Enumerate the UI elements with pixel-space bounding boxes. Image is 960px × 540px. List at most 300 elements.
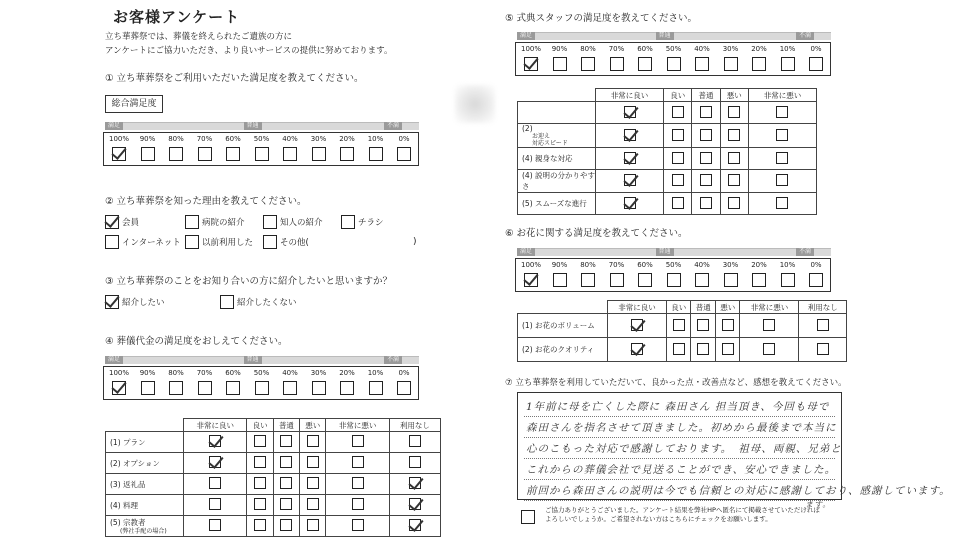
rating-checkbox[interactable]	[672, 197, 684, 209]
scale-percent-label: 10%	[367, 135, 384, 143]
table-header: 良い	[247, 419, 273, 432]
rating-checkbox[interactable]	[209, 498, 221, 510]
rating-checkbox[interactable]	[254, 498, 266, 510]
flower-satisfaction-table	[517, 300, 847, 362]
scale-checkbox-0pct[interactable]	[809, 273, 823, 287]
reason-option-2[interactable]	[185, 215, 245, 229]
reason-option-6[interactable]	[185, 235, 253, 249]
rating-cell	[247, 516, 273, 537]
rating-checkbox[interactable]	[409, 435, 421, 447]
intro-line-2: アンケートにご協力いただき、より良いサービスの提供に努めております。	[105, 46, 393, 56]
table-row	[518, 102, 817, 124]
scale-percent-label: 50%	[253, 135, 270, 143]
option-label: 病院の紹介	[202, 218, 245, 228]
scale-checkbox-100pct[interactable]	[112, 147, 126, 161]
comment-line: 森田さんを指名させて頂きました。初めから最後まで本当に	[524, 418, 835, 438]
scale-checkbox-70pct[interactable]	[198, 381, 212, 395]
comment-trail: ます。	[805, 500, 832, 509]
scale-checkbox-90pct[interactable]	[141, 381, 155, 395]
scale-percent-label: 80%	[168, 135, 184, 143]
publish-optout-checkbox[interactable]	[521, 510, 535, 527]
scale-percent-label: 50%	[665, 45, 682, 53]
rating-checkbox[interactable]	[700, 129, 712, 141]
option-label: インターネット	[122, 238, 181, 248]
rating-cell	[720, 102, 748, 124]
scale-checkbox-70pct[interactable]	[198, 147, 212, 161]
question-7: ⑦ 立ち華葬祭を利用していただいて、良かった点・改善点など、感想を教えてください。	[505, 378, 847, 388]
scale-strip	[105, 356, 419, 364]
rating-checkbox[interactable]	[307, 519, 319, 531]
row-label: (4) 親身な対応	[518, 148, 596, 170]
scale-percent-label: 70%	[196, 369, 213, 377]
scale-checkbox-10pct[interactable]	[781, 273, 795, 287]
rating-checkbox[interactable]	[409, 477, 421, 489]
scale-checkbox-90pct[interactable]	[141, 147, 155, 161]
rating-checkbox[interactable]	[631, 319, 643, 331]
reason-option-3[interactable]	[263, 215, 323, 229]
rating-cell	[326, 495, 389, 516]
row-label: (5) スムーズな進行	[518, 193, 596, 215]
rating-cell	[740, 314, 799, 338]
table-header: 良い	[664, 89, 692, 102]
scale-checkbox-0pct[interactable]	[397, 381, 411, 395]
rating-checkbox[interactable]	[776, 174, 788, 186]
scale-checkbox-60pct[interactable]	[226, 147, 240, 161]
table-row	[518, 170, 817, 193]
rating-cell	[389, 432, 440, 453]
rating-checkbox[interactable]	[209, 519, 221, 531]
rating-checkbox[interactable]	[307, 456, 319, 468]
scale-checkbox-80pct[interactable]	[581, 273, 595, 287]
rating-checkbox[interactable]	[673, 319, 685, 331]
rating-checkbox[interactable]	[672, 129, 684, 141]
scale-checkbox-30pct[interactable]	[312, 147, 326, 161]
comment-line: 前回から森田さんの説明は今でも信頼との対応に感謝しており、感謝しています。	[524, 481, 835, 501]
rating-checkbox[interactable]	[817, 343, 829, 355]
scale-tag: 普通	[656, 248, 674, 256]
rating-cell	[720, 148, 748, 170]
scale-percent-label: 70%	[608, 45, 625, 53]
scale-checkbox-80pct[interactable]	[581, 57, 595, 71]
scale-tag: 満足	[517, 248, 535, 256]
rating-cell	[692, 124, 720, 148]
scale-percent-label: 80%	[580, 261, 596, 269]
staff-satisfaction-table	[517, 88, 817, 215]
survey-page-left	[95, 0, 465, 540]
rating-checkbox[interactable]	[728, 174, 740, 186]
option-label: 会員	[122, 218, 140, 228]
rating-checkbox[interactable]	[624, 129, 636, 141]
rating-checkbox[interactable]	[254, 477, 266, 489]
rating-cell	[300, 495, 326, 516]
rating-cell	[326, 516, 389, 537]
rating-checkbox[interactable]	[352, 435, 364, 447]
reason-option-4[interactable]	[341, 215, 384, 229]
table-row	[518, 193, 817, 215]
row-label: (1) お花のボリューム	[518, 314, 608, 338]
rating-checkbox[interactable]	[254, 435, 266, 447]
scale-percent-label: 0%	[398, 369, 410, 377]
table-row	[106, 474, 441, 495]
rating-checkbox[interactable]	[776, 152, 788, 164]
scale-checkbox-60pct[interactable]	[638, 273, 652, 287]
scale-checkbox-100pct[interactable]	[112, 381, 126, 395]
rating-cell	[608, 314, 667, 338]
rating-cell	[300, 474, 326, 495]
rating-cell	[184, 516, 247, 537]
scale-checkbox-80pct[interactable]	[169, 381, 183, 395]
scale-checkbox-40pct[interactable]	[695, 57, 709, 71]
scale-checkbox-90pct[interactable]	[553, 273, 567, 287]
rating-checkbox[interactable]	[280, 456, 292, 468]
rating-cell	[664, 148, 692, 170]
scale-checkbox-60pct[interactable]	[638, 57, 652, 71]
question-2: ② 立ち華葬祭を知った理由を教えてください。	[105, 196, 307, 207]
scale-checkbox-0pct[interactable]	[809, 57, 823, 71]
reason-option-5[interactable]	[105, 235, 181, 249]
rating-checkbox[interactable]	[352, 477, 364, 489]
rating-cell	[300, 516, 326, 537]
rating-cell	[664, 170, 692, 193]
table-row	[518, 338, 847, 362]
table-header: 悪い	[715, 301, 740, 314]
scale-checkbox-50pct[interactable]	[255, 381, 269, 395]
scale-percent-label: 50%	[665, 261, 682, 269]
rating-cell	[692, 170, 720, 193]
rating-cell	[608, 338, 667, 362]
scale-checkbox-50pct[interactable]	[667, 273, 681, 287]
rating-checkbox[interactable]	[728, 129, 740, 141]
rating-checkbox[interactable]	[254, 519, 266, 531]
row-label: (4) 料理	[106, 495, 184, 516]
rating-checkbox[interactable]	[763, 343, 775, 355]
row-label: (2) お迎え 対応スピード	[518, 124, 596, 148]
scale-checkbox-30pct[interactable]	[724, 57, 738, 71]
scale-percent-label: 70%	[196, 135, 213, 143]
scale-tag: 不満	[796, 248, 814, 256]
rating-cell	[273, 495, 299, 516]
scale-percent-label: 30%	[722, 261, 739, 269]
rating-cell	[389, 495, 440, 516]
scale-percent-label: 90%	[139, 135, 156, 143]
scale-percent-label: 0%	[810, 261, 822, 269]
rating-cell	[184, 495, 247, 516]
table-header: 非常に良い	[608, 301, 667, 314]
rating-cell	[799, 338, 847, 362]
scale-checkbox-90pct[interactable]	[553, 57, 567, 71]
rating-checkbox[interactable]	[776, 106, 788, 118]
rating-cell	[326, 432, 389, 453]
checkbox[interactable]	[185, 215, 199, 229]
scale-checkbox-80pct[interactable]	[169, 147, 183, 161]
scale-checkbox-40pct[interactable]	[283, 147, 297, 161]
rating-checkbox[interactable]	[673, 343, 685, 355]
scale-checkbox-30pct[interactable]	[724, 273, 738, 287]
rating-cell	[247, 474, 273, 495]
table-header: 非常に良い	[596, 89, 664, 102]
checkbox[interactable]	[341, 215, 355, 229]
table-header: 普通	[692, 89, 720, 102]
footer-note	[545, 506, 820, 524]
rating-checkbox[interactable]	[763, 319, 775, 331]
rating-checkbox[interactable]	[700, 197, 712, 209]
rating-checkbox[interactable]	[624, 152, 636, 164]
scale-percent-label: 100%	[108, 369, 129, 377]
rating-cell	[326, 474, 389, 495]
rating-checkbox[interactable]	[307, 477, 319, 489]
rating-cell	[596, 193, 664, 215]
scale-checkbox-50pct[interactable]	[667, 57, 681, 71]
scale-tag: 普通	[656, 32, 674, 40]
rating-checkbox[interactable]	[697, 343, 709, 355]
rating-cell	[664, 124, 692, 148]
scale-tag: 不満	[384, 356, 402, 364]
scale-percent-label: 40%	[282, 369, 298, 377]
reason-option-1[interactable]	[105, 215, 139, 229]
rating-checkbox[interactable]	[672, 152, 684, 164]
table-header: 普通	[273, 419, 299, 432]
rating-checkbox[interactable]	[280, 498, 292, 510]
checkbox[interactable]	[105, 235, 119, 249]
rating-checkbox[interactable]	[700, 106, 712, 118]
rating-checkbox[interactable]	[280, 435, 292, 447]
rating-cell	[300, 432, 326, 453]
rating-cell	[720, 170, 748, 193]
rating-checkbox[interactable]	[672, 174, 684, 186]
rating-cell	[666, 314, 691, 338]
rating-cell	[273, 516, 299, 537]
rating-checkbox[interactable]	[722, 343, 734, 355]
rating-cell	[720, 124, 748, 148]
scale-tag: 普通	[244, 356, 262, 364]
intro-text	[105, 30, 392, 58]
rating-cell	[748, 193, 816, 215]
rating-cell	[273, 432, 299, 453]
rating-checkbox[interactable]	[352, 456, 364, 468]
rating-checkbox[interactable]	[409, 498, 421, 510]
row-label: (3) 返礼品	[106, 474, 184, 495]
rating-cell	[273, 474, 299, 495]
scale-checkbox-20pct[interactable]	[340, 381, 354, 395]
scale-tag: 満足	[105, 356, 123, 364]
table-header: 非常に悪い	[748, 89, 816, 102]
table-header: 利用なし	[389, 419, 440, 432]
rating-checkbox[interactable]	[776, 197, 788, 209]
satisfaction-scale-q4	[105, 356, 421, 404]
option-label: 知人の紹介	[280, 218, 323, 228]
table-header: 普通	[691, 301, 716, 314]
rating-cell	[389, 474, 440, 495]
table-header: 非常に悪い	[326, 419, 389, 432]
rating-cell	[748, 148, 816, 170]
recommend-yes-option[interactable]	[105, 295, 165, 309]
rating-cell	[664, 193, 692, 215]
rating-cell	[184, 432, 247, 453]
scale-percent-label: 90%	[139, 369, 156, 377]
rating-checkbox[interactable]	[631, 343, 643, 355]
scale-checkbox-20pct[interactable]	[340, 147, 354, 161]
rating-checkbox[interactable]	[700, 152, 712, 164]
scale-percent-label: 100%	[520, 261, 541, 269]
rating-checkbox[interactable]	[209, 456, 221, 468]
rating-checkbox[interactable]	[352, 498, 364, 510]
reason-option-7[interactable]	[263, 235, 309, 249]
scale-percent-label: 30%	[310, 369, 327, 377]
rating-cell	[273, 453, 299, 474]
recommend-no-option[interactable]	[220, 295, 297, 309]
scale-percent-label: 80%	[168, 369, 184, 377]
checkbox[interactable]	[105, 215, 119, 229]
rating-checkbox[interactable]	[409, 456, 421, 468]
rating-checkbox[interactable]	[209, 477, 221, 489]
rating-cell	[748, 124, 816, 148]
rating-cell	[247, 432, 273, 453]
scale-checkbox-70pct[interactable]	[610, 57, 624, 71]
scale-checkbox-100pct[interactable]	[524, 57, 538, 71]
rating-checkbox[interactable]	[280, 477, 292, 489]
scale-checkbox-20pct[interactable]	[752, 273, 766, 287]
scale-percent-label: 40%	[694, 45, 710, 53]
scale-percent-label: 0%	[398, 135, 410, 143]
table-row	[106, 495, 441, 516]
scale-checkbox-40pct[interactable]	[695, 273, 709, 287]
scale-tag: 不満	[384, 122, 402, 130]
row-label: (5) 宗教者 (弊社手配の場合)	[106, 516, 184, 537]
rating-checkbox[interactable]	[307, 435, 319, 447]
rating-cell	[740, 338, 799, 362]
rating-checkbox[interactable]	[817, 319, 829, 331]
scale-checkbox-60pct[interactable]	[226, 381, 240, 395]
table-corner	[518, 301, 608, 314]
table-corner	[106, 419, 184, 432]
rating-cell	[691, 314, 716, 338]
rating-cell	[596, 102, 664, 124]
scale-percent-label: 90%	[551, 45, 568, 53]
rating-checkbox[interactable]	[776, 129, 788, 141]
rating-cell	[715, 314, 740, 338]
rating-cell	[247, 495, 273, 516]
checkbox[interactable]	[263, 235, 277, 249]
rating-checkbox[interactable]	[697, 319, 709, 331]
option-label: チラシ	[358, 218, 384, 228]
scale-percent-label: 100%	[108, 135, 129, 143]
scale-percent-label: 100%	[520, 45, 541, 53]
scale-checkbox-30pct[interactable]	[312, 381, 326, 395]
question-5: ⑤ 式典スタッフの満足度を教えてください。	[505, 13, 698, 24]
rating-cell	[692, 148, 720, 170]
scale-percent-label: 10%	[367, 369, 384, 377]
rating-cell	[692, 193, 720, 215]
rating-checkbox[interactable]	[209, 435, 221, 447]
satisfaction-scale-q6	[517, 248, 833, 296]
scale-tag: 満足	[517, 32, 535, 40]
rating-cell	[389, 516, 440, 537]
option-label: 以前利用した	[202, 238, 254, 248]
rating-checkbox[interactable]	[624, 197, 636, 209]
scale-percent-label: 40%	[694, 261, 710, 269]
rating-checkbox[interactable]	[728, 197, 740, 209]
rating-checkbox[interactable]	[728, 106, 740, 118]
scale-percent-label: 20%	[339, 369, 355, 377]
rating-checkbox[interactable]	[624, 174, 636, 186]
scale-strip	[105, 122, 419, 130]
question-6: ⑥ お花に関する満足度を教えてください。	[505, 228, 688, 239]
rating-cell	[691, 338, 716, 362]
option-label: その他(	[280, 238, 309, 248]
option-label: 紹介したくない	[237, 298, 297, 308]
scale-percent-label: 90%	[551, 261, 568, 269]
table-row	[106, 516, 441, 537]
other-close-paren: )	[413, 237, 417, 247]
rating-checkbox[interactable]	[307, 498, 319, 510]
scale-percent-label: 60%	[225, 369, 241, 377]
comments-box[interactable]	[517, 392, 951, 500]
rating-cell	[748, 102, 816, 124]
table-row	[518, 314, 847, 338]
scale-percent-label: 10%	[779, 261, 796, 269]
rating-checkbox[interactable]	[409, 519, 421, 531]
table-header: 悪い	[720, 89, 748, 102]
checkbox[interactable]	[185, 235, 199, 249]
scale-percent-label: 20%	[751, 45, 767, 53]
footer-line-2: よろしいでしょうか。ご希望されない方はこちらにチェックをお願いします。	[545, 515, 772, 523]
rating-checkbox[interactable]	[700, 174, 712, 186]
rating-checkbox[interactable]	[624, 106, 636, 118]
rating-checkbox[interactable]	[728, 152, 740, 164]
scale-checkbox-100pct[interactable]	[524, 273, 538, 287]
scale-checkbox-40pct[interactable]	[283, 381, 297, 395]
rating-cell	[326, 453, 389, 474]
scale-percent-label: 80%	[580, 45, 596, 53]
rating-cell	[389, 453, 440, 474]
rating-checkbox[interactable]	[722, 319, 734, 331]
rating-cell	[596, 170, 664, 193]
rating-cell	[664, 102, 692, 124]
scale-checkbox-10pct[interactable]	[781, 57, 795, 71]
scale-checkbox-50pct[interactable]	[255, 147, 269, 161]
footer-line-1: ご協力ありがとうございました。アンケート結果を弊社HPへ匿名にて掲載させていただければ	[545, 506, 820, 514]
rating-cell	[596, 148, 664, 170]
intro-line-1: 立ち華葬祭では、葬儀を終えられたご遺族の方に	[105, 32, 293, 42]
rating-cell	[184, 474, 247, 495]
row-label: (4) 説明の分かりやすさ	[518, 170, 596, 193]
table-row	[106, 453, 441, 474]
table-header: 非常に悪い	[740, 301, 799, 314]
table-row	[518, 124, 817, 148]
scale-tag: 普通	[244, 122, 262, 130]
rating-checkbox[interactable]	[672, 106, 684, 118]
checkbox[interactable]	[263, 215, 277, 229]
row-label: (1) プラン	[106, 432, 184, 453]
rating-checkbox[interactable]	[280, 519, 292, 531]
rating-checkbox[interactable]	[254, 456, 266, 468]
scale-percent-label: 60%	[637, 45, 653, 53]
scale-checkbox-70pct[interactable]	[610, 273, 624, 287]
checkbox[interactable]	[220, 295, 234, 309]
scale-checkbox-10pct[interactable]	[369, 381, 383, 395]
table-row	[106, 432, 441, 453]
scale-checkbox-20pct[interactable]	[752, 57, 766, 71]
scale-checkbox-0pct[interactable]	[397, 147, 411, 161]
scale-tag: 満足	[105, 122, 123, 130]
checkbox[interactable]	[105, 295, 119, 309]
rating-checkbox[interactable]	[352, 519, 364, 531]
table-header: 良い	[666, 301, 691, 314]
scale-checkbox-10pct[interactable]	[369, 147, 383, 161]
rating-cell	[748, 170, 816, 193]
price-satisfaction-table	[105, 418, 441, 537]
scale-strip	[517, 248, 831, 256]
